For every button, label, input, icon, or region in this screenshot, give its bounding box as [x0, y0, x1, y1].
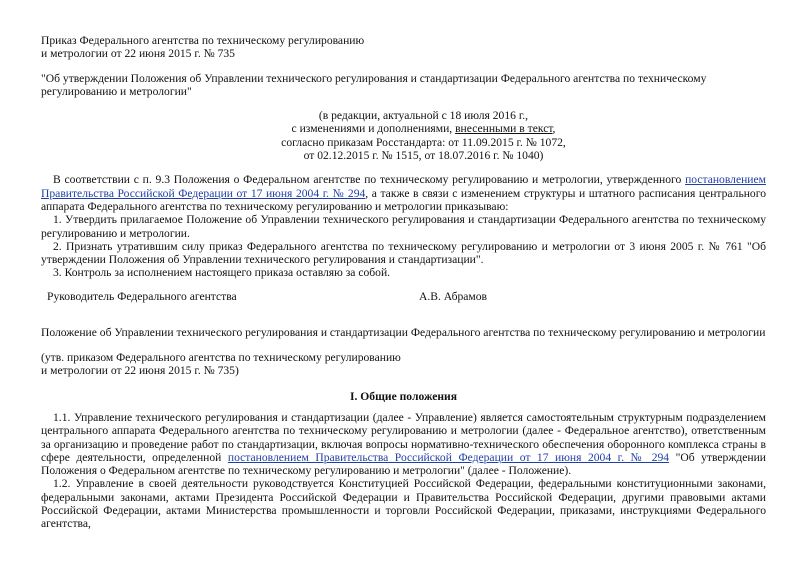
approval-line1: (утв. приказом Федерального агентства по техническому регулированию — [41, 351, 401, 365]
regulation-title: Положение об Управлении технического регулирования и стандартизации Федерального агентства по техническому регулированию и метрологии — [41, 325, 766, 339]
order-item-3: 3. Контроль за исполнением настоящего приказа оставляю за собой. — [53, 266, 391, 280]
clause-1-2: 1.2. Управление в своей деятельности руководствуется Конституцией Российской Федерации, федеральными конституционными законами, федеральными законами, актами Президента Российской Федерации и Правительства Российской Федерации, другими правовыми актами Российской Федерации, актами Министерства промышленности и торговли Российской Федерации, приказами, инструкциями Федерального агентства, — [41, 477, 766, 531]
clause-1-1-text: 1.1. Управление технического регулирования и стандартизации (далее - Управление) является самостоятельным структурным подразделением центрального аппарата Федерального агентства по техническому регулированию и метрологии (далее - Федеральное агентство), ответственным за организацию и проведение работ по стандартизации, включая вопросы нормативно-технического обеспечения оборонного комплекса страны в сфере деятельности, определенной — [41, 410, 766, 464]
order-header-line1: Приказ Федерального агентства по техническому регулированию — [41, 34, 365, 47]
approval-line2: и метрологии от 22 июня 2015 г. № 735) — [41, 364, 239, 378]
order-header — [41, 34, 766, 61]
edition-line2 — [81, 122, 766, 135]
edition-note — [81, 109, 766, 162]
edition-line2-underlined: внесенными в текст — [455, 122, 553, 136]
order-item-2: 2. Признать утратившим силу приказ Федерального агентства по техническому регулированию и метрологии от 3 июня 2005 г. № 761 "Об утверждении Положения об Управлении технического регулирования и стандартизации". — [41, 239, 766, 267]
edition-line1: (в редакции, актуальной с 18 июля 2016 г., — [318, 109, 529, 123]
edition-line2-comma: , — [552, 122, 556, 136]
preamble — [41, 173, 766, 213]
signature-name: А.В. Абрамов — [419, 289, 488, 303]
document-page — [41, 34, 766, 531]
signature-position: Руководитель Федерального агентства — [47, 289, 237, 303]
preamble-decree-link[interactable]: постановлением Правительства Российской Федерации от 17 июня 2004 г. № 294 — [41, 173, 766, 200]
edition-line3: согласно приказам Росстандарта: от 11.09.2015 г. № 1072, — [281, 135, 566, 149]
edition-line4: от 02.12.2015 г. № 1515, от 18.07.2016 г. № 1040) — [303, 149, 544, 163]
signature-block — [41, 290, 766, 304]
section-heading: I. Общие положения — [349, 389, 457, 403]
order-item-1: 1. Утвердить прилагаемое Положение об Управлении технического регулирования и стандартизации Федерального агентства по техническому регулированию и метрологии. — [41, 213, 766, 240]
clause-1-1-text-end: "Об утверждении Положения о Федеральном агентстве по техническому регулированию и метрологии" (далее - Положение). — [41, 450, 767, 478]
order-header-line2: и метрологии от 22 июня 2015 г. № 735 — [41, 47, 235, 61]
clause-1-1-decree-link[interactable]: постановлением Правительства Российской Федерации от 17 июня 2004 г. № 294 — [227, 450, 670, 464]
preamble-text: В соответствии с п. 9.3 Положения о Федеральном агентстве по техническому регулированию и метрологии, утвержденного — [53, 173, 686, 187]
clause-1-1 — [41, 411, 766, 477]
order-title: "Об утверждении Положения об Управлении технического регулирования и стандартизации Федерального агентства по техническому регулированию и метрологии" — [41, 71, 707, 98]
preamble-text-end: , а также в связи с изменением структуры и штатного расписания центрального аппарата Федерального агентства по техническому регулированию и метрологии приказываю: — [41, 186, 766, 213]
approval-note — [41, 351, 766, 378]
edition-line2-text: с изменениями и дополнениями, — [291, 122, 456, 136]
